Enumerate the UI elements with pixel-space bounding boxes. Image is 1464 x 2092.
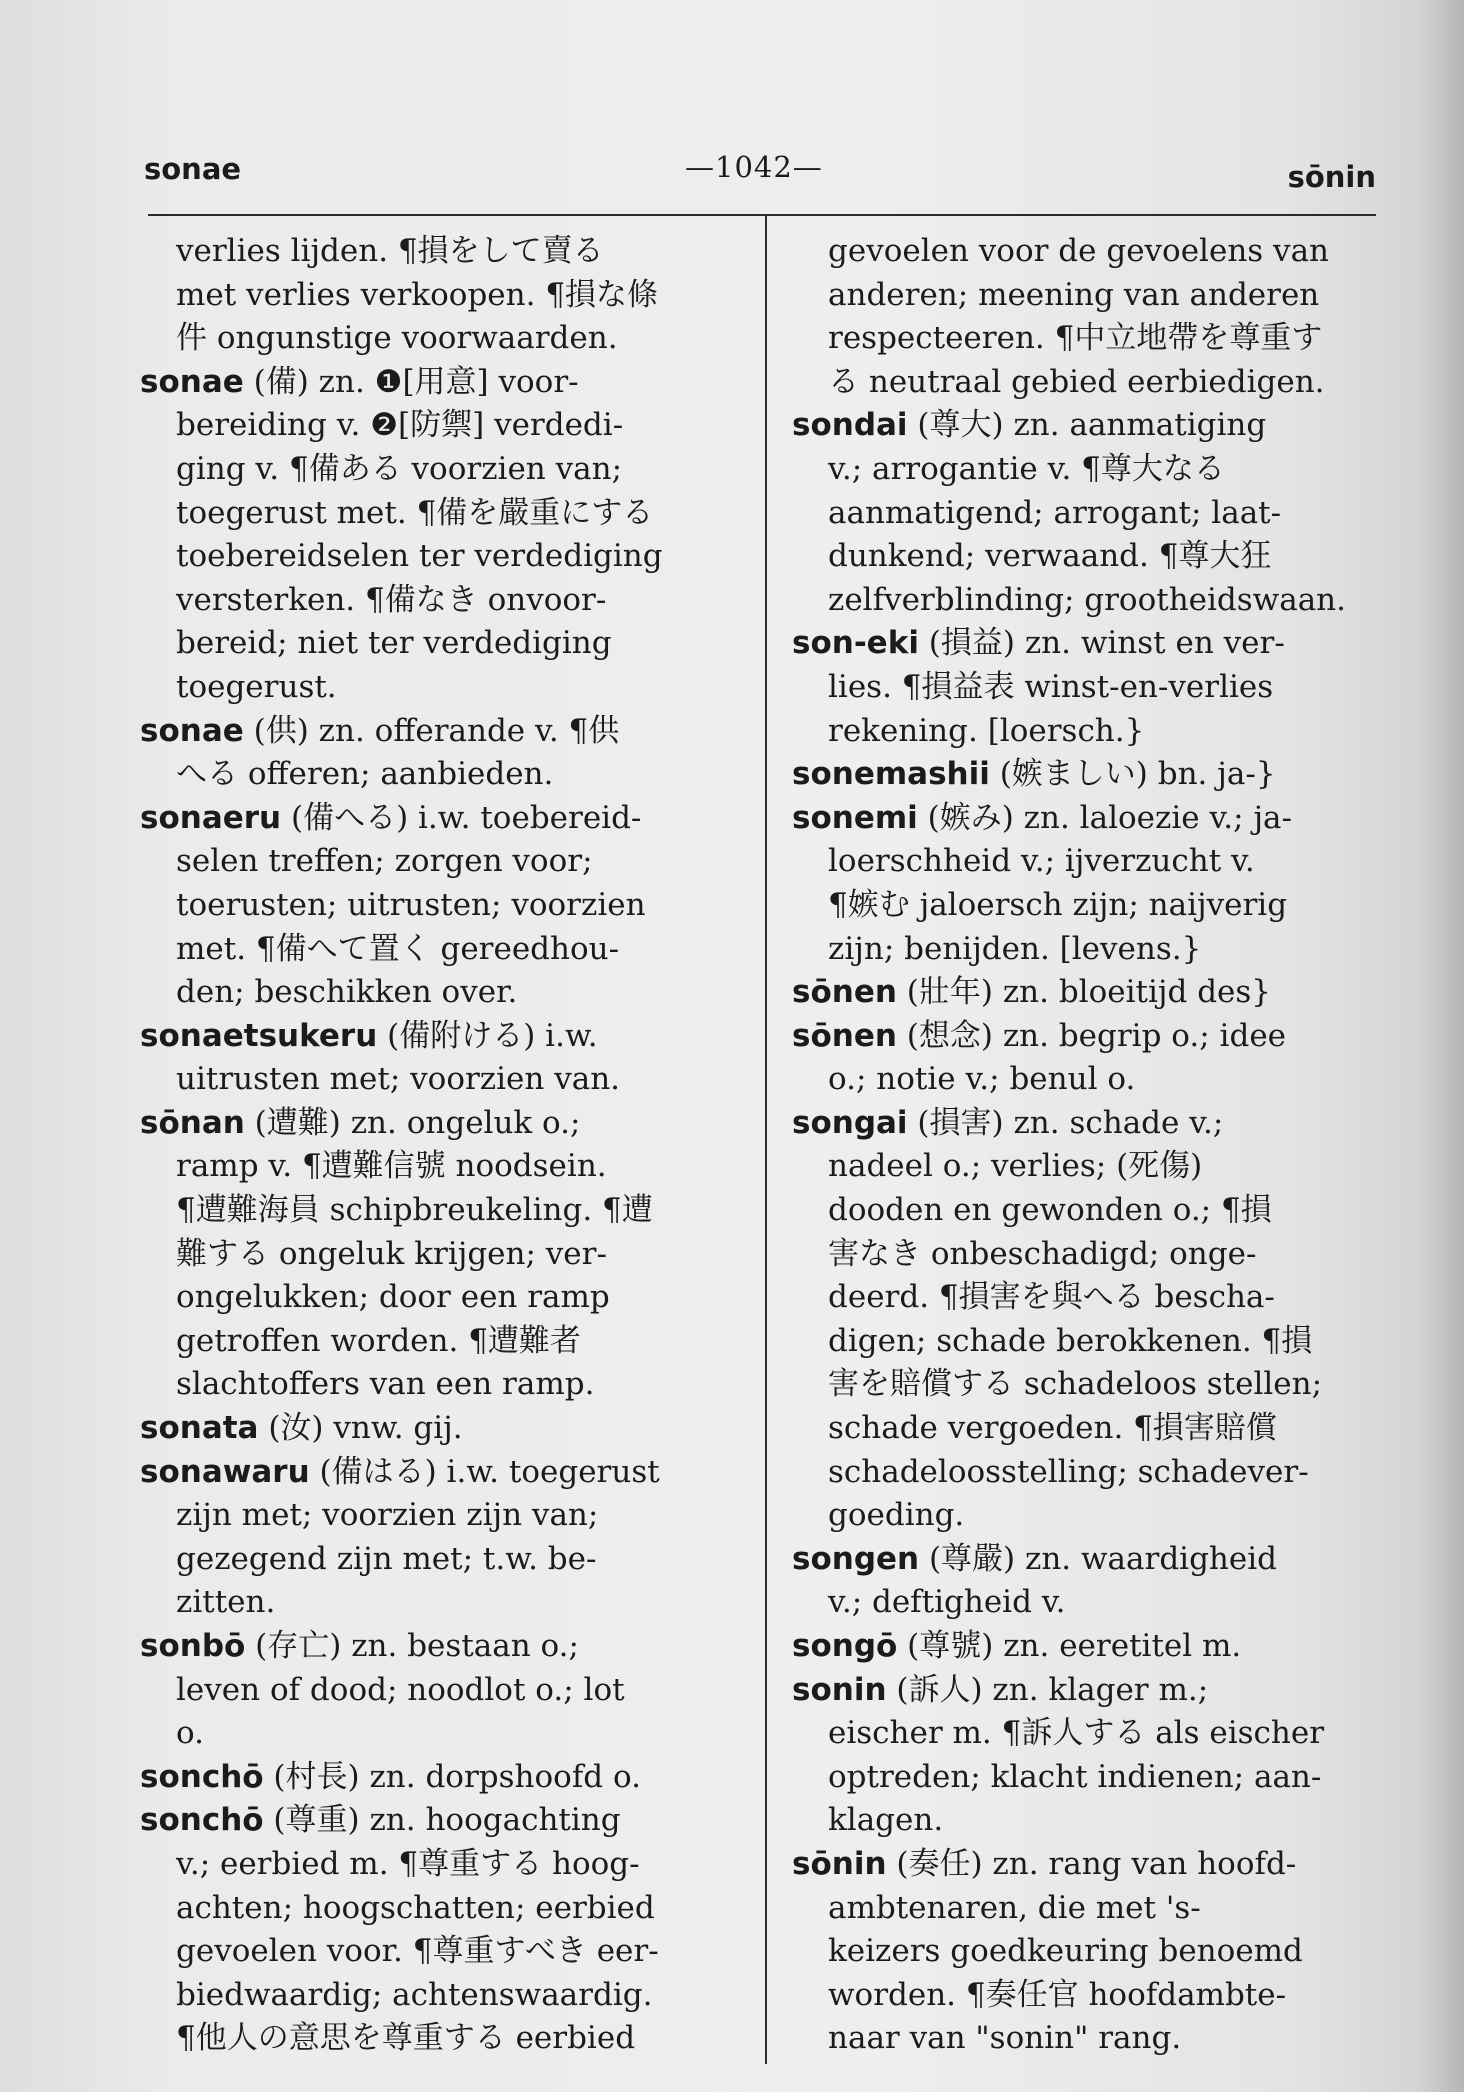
- entry-text: zijn met; voorzien zijn van;: [176, 1497, 599, 1534]
- right-column-line: [792, 361, 1396, 405]
- left-column-line: [140, 1233, 740, 1277]
- entry-text: keizers goedkeuring benoemd: [828, 1933, 1303, 1970]
- left-column-line: [140, 1494, 740, 1538]
- right-column-line: [792, 1930, 1396, 1974]
- entry-text: (嫉ましい) bn. ja-}: [989, 756, 1276, 793]
- right-column-line: [792, 448, 1396, 492]
- entry-text: (備はる) i.w. toegerust: [309, 1453, 660, 1490]
- entry-text: toebereidselen ter verdediging: [176, 538, 663, 575]
- headword: sonchō: [140, 1758, 264, 1795]
- entry-text: achten; hoogschatten; eerbied: [176, 1889, 655, 1926]
- headword: sonemi: [792, 799, 918, 836]
- right-column-line: [792, 1581, 1396, 1625]
- entry-text: den; beschikken over.: [176, 974, 518, 1011]
- left-column-line: [140, 448, 740, 492]
- left-column-line: [140, 579, 740, 623]
- left-column-line: [140, 274, 740, 318]
- entry-text: (汝) vnw. gij.: [258, 1410, 463, 1447]
- left-column-line: [140, 797, 740, 841]
- entry-text: ¶嫉む jaloersch zijn; naijverig: [828, 886, 1288, 923]
- right-column-line: [792, 753, 1396, 797]
- right-column-line: [792, 884, 1396, 928]
- right-column-line: [792, 622, 1396, 666]
- entry-text: leven of dood; noodlot o.; lot: [176, 1671, 625, 1708]
- right-column-line: [792, 492, 1396, 536]
- entry-text: 件 ongunstige voorwaarden.: [176, 320, 618, 357]
- left-column-line: [140, 666, 740, 710]
- left-column-line: [140, 1799, 740, 1843]
- entry-text: (想念) zn. begrip o.; idee: [896, 1017, 1287, 1054]
- entry-text: 害を賠償する schadeloos stellen;: [828, 1366, 1323, 1403]
- right-column-line: [792, 1843, 1396, 1887]
- right-column-line: [792, 1712, 1396, 1756]
- entry-text: uitrusten met; voorzien van.: [176, 1061, 621, 1098]
- right-column-line: [792, 797, 1396, 841]
- left-column-line: [140, 928, 740, 972]
- entry-text: verlies lijden. ¶損をして賣る: [176, 233, 604, 269]
- entry-text: dunkend; verwaand. ¶尊大狂: [828, 538, 1272, 575]
- left-column-line: [140, 2017, 740, 2061]
- right-column-line: [792, 971, 1396, 1015]
- entry-text: ging v. ¶備ある voorzien van;: [176, 450, 623, 487]
- entry-text: (備へる) i.w. toebereid-: [281, 799, 642, 836]
- left-column-line: [140, 1058, 740, 1102]
- page-edge-shadow: [1418, 0, 1464, 2092]
- entry-text: (損益) zn. winst en ver-: [918, 625, 1285, 662]
- entry-text: (訴人) zn. klager m.;: [886, 1671, 1209, 1708]
- right-column-line: [792, 1538, 1396, 1582]
- entry-text: (尊重) zn. hoogachting: [263, 1802, 621, 1839]
- header-left-guide-word: sonae: [144, 152, 242, 186]
- left-column-line: [140, 1102, 740, 1146]
- left-column-line: [140, 1538, 740, 1582]
- left-column-line: [140, 1145, 740, 1189]
- right-column-line: [792, 1407, 1396, 1451]
- entry-text: gevoelen voor. ¶尊重すべき eer-: [176, 1933, 659, 1970]
- column-divider: [765, 214, 767, 2064]
- entry-text: naar van "sonin" rang.: [828, 2020, 1182, 2057]
- entry-text: (嫉み) zn. laloezie v.; ja-: [917, 799, 1293, 836]
- right-column-line: [792, 1320, 1396, 1364]
- right-column-line: [792, 928, 1396, 972]
- right-column-line: [792, 230, 1396, 274]
- header-right-guide-word: sōnin: [1287, 160, 1376, 194]
- headword: sōnen: [792, 1017, 897, 1054]
- entry-text: v.; eerbied m. ¶尊重する hoog-: [176, 1845, 640, 1882]
- entry-text: loerschheid v.; ijverzucht v.: [828, 843, 1255, 880]
- entry-text: (損害) zn. schade v.;: [907, 1104, 1224, 1141]
- entry-text: (奏任) zn. rang van hoofd-: [886, 1845, 1297, 1882]
- entry-text: ramp v. ¶遭難信號 noodsein.: [176, 1148, 607, 1185]
- entry-text: ongelukken; door een ramp: [176, 1279, 610, 1316]
- right-column-line: [792, 1756, 1396, 1800]
- left-column-line: [140, 1887, 740, 1931]
- entry-text: eischer m. ¶訴人する als eischer: [828, 1715, 1325, 1752]
- headword: sonawaru: [140, 1453, 310, 1490]
- page-header: [140, 146, 1376, 196]
- right-column-line: [792, 1669, 1396, 1713]
- headword: son-eki: [792, 625, 919, 662]
- entry-text: met verlies verkoopen. ¶損な條: [176, 276, 659, 313]
- left-column-line: [140, 1407, 740, 1451]
- header-rule: [148, 214, 1376, 216]
- right-column: [792, 230, 1396, 2061]
- left-column-line: [140, 1276, 740, 1320]
- left-column-line: [140, 884, 740, 928]
- headword: sonaetsukeru: [140, 1017, 378, 1054]
- entry-text: 難する ongeluk krijgen; ver-: [176, 1235, 607, 1272]
- entry-text: klagen.: [828, 1802, 944, 1839]
- right-column-line: [792, 666, 1396, 710]
- left-column-line: [140, 1320, 740, 1364]
- entry-text: v.; arrogantie v. ¶尊大なる: [828, 450, 1225, 487]
- entry-text: ambtenaren, die met 's-: [828, 1889, 1201, 1926]
- entry-text: deerd. ¶損害を與へる bescha-: [828, 1279, 1275, 1316]
- left-column-line: [140, 230, 740, 274]
- right-column-line: [792, 1363, 1396, 1407]
- entry-text: toegerust met. ¶備を嚴重にする: [176, 494, 654, 531]
- left-column-line: [140, 1581, 740, 1625]
- right-column-line: [792, 317, 1396, 361]
- left-column-line: [140, 1930, 740, 1974]
- left-column-line: [140, 622, 740, 666]
- entry-text: bereiding v. ❷[防禦] verdedi-: [176, 407, 624, 444]
- left-column-line: [140, 1189, 740, 1233]
- headword: songen: [792, 1540, 920, 1577]
- headword: sondai: [792, 407, 908, 444]
- entry-text: worden. ¶奏任官 hoofdambte-: [828, 1976, 1287, 2013]
- entry-text: slachtoffers van een ramp.: [176, 1366, 595, 1403]
- left-column-line: [140, 1669, 740, 1713]
- left-column-line: [140, 404, 740, 448]
- entry-text: schade vergoeden. ¶損害賠償: [828, 1410, 1277, 1447]
- entry-text: optreden; klacht indienen; aan-: [828, 1758, 1322, 1795]
- entry-text: ¶遭難海員 schipbreukeling. ¶遭: [176, 1192, 653, 1229]
- left-column-line: [140, 1712, 740, 1756]
- headword: sōnen: [792, 974, 897, 1011]
- entry-text: o.: [176, 1715, 204, 1752]
- entry-text: (存亡) zn. bestaan o.;: [245, 1628, 579, 1664]
- entry-text: る neutraal gebied eerbiedigen.: [828, 363, 1325, 400]
- right-column-line: [792, 1145, 1396, 1189]
- headword: sōnan: [140, 1104, 245, 1141]
- entry-text: (村長) zn. dorpshoofd o.: [263, 1758, 641, 1795]
- entry-text: ¶他人の意思を尊重する eerbied: [176, 2020, 636, 2057]
- entry-text: gezegend zijn met; t.w. be-: [176, 1540, 597, 1577]
- entry-text: zijn; benijden. [levens.}: [828, 930, 1202, 967]
- left-column: [140, 230, 740, 2061]
- left-column-line: [140, 1974, 740, 2018]
- entry-text: bereid; niet ter verdediging: [176, 625, 612, 662]
- right-column-line: [792, 710, 1396, 754]
- entry-text: dooden en gewonden o.; ¶損: [828, 1192, 1272, 1229]
- right-column-line: [792, 1974, 1396, 2018]
- left-column-line: [140, 1843, 740, 1887]
- entry-text: selen treffen; zorgen voor;: [176, 843, 593, 880]
- headword: songō: [792, 1628, 898, 1664]
- right-column-line: [792, 1189, 1396, 1233]
- entry-text: (備附ける) i.w.: [377, 1017, 598, 1054]
- entry-text: aanmatigend; arrogant; laat-: [828, 494, 1282, 531]
- headword: sonbō: [140, 1628, 246, 1664]
- entry-text: (尊號) zn. eeretitel m.: [897, 1628, 1242, 1664]
- left-column-line: [140, 492, 740, 536]
- entry-text: (尊大) zn. aanmatiging: [907, 407, 1267, 444]
- entry-text: (壯年) zn. bloeitijd des}: [896, 974, 1272, 1011]
- right-column-line: [792, 274, 1396, 318]
- headword: songai: [792, 1104, 908, 1141]
- left-column-line: [140, 710, 740, 754]
- left-column-line: [140, 971, 740, 1015]
- right-column-line: [792, 1625, 1396, 1669]
- right-column-line: [792, 1233, 1396, 1277]
- right-column-line: [792, 1887, 1396, 1931]
- right-column-line: [792, 1276, 1396, 1320]
- entry-text: versterken. ¶備なき onvoor-: [176, 581, 607, 618]
- entry-text: rekening. [loersch.}: [828, 712, 1145, 749]
- right-column-line: [792, 1451, 1396, 1495]
- entry-text: biedwaardig; achtenswaardig.: [176, 1976, 653, 2013]
- left-column-line: [140, 1015, 740, 1059]
- left-column-line: [140, 1625, 740, 1669]
- left-column-line: [140, 535, 740, 579]
- entry-text: toerusten; uitrusten; voorzien: [176, 886, 646, 923]
- entry-text: goeding.: [828, 1497, 965, 1534]
- entry-text: respecteeren. ¶中立地帶を尊重す: [828, 320, 1323, 357]
- right-column-line: [792, 1494, 1396, 1538]
- left-column-line: [140, 361, 740, 405]
- entry-text: zitten.: [176, 1584, 276, 1621]
- entry-text: met. ¶備へて置く gereedhou-: [176, 930, 620, 967]
- entry-text: o.; notie v.; benul o.: [828, 1061, 1136, 1098]
- entry-text: v.; deftigheid v.: [828, 1584, 1066, 1621]
- right-column-line: [792, 1799, 1396, 1843]
- headword: sonae: [140, 363, 244, 400]
- entry-text: zelfverblinding; grootheidswaan.: [828, 581, 1346, 618]
- right-column-line: [792, 1102, 1396, 1146]
- right-column-line: [792, 579, 1396, 623]
- left-column-line: [140, 1756, 740, 1800]
- right-column-line: [792, 1058, 1396, 1102]
- entry-text: (遭難) zn. ongeluk o.;: [244, 1104, 581, 1141]
- entry-text: schadeloosstelling; schadever-: [828, 1453, 1309, 1490]
- right-column-line: [792, 535, 1396, 579]
- headword: sonchō: [140, 1802, 264, 1839]
- entry-text: (供) zn. offerande v. ¶供: [243, 712, 620, 749]
- entry-text: anderen; meening van anderen: [828, 276, 1320, 313]
- entry-text: toegerust.: [176, 668, 337, 705]
- left-column-line: [140, 1451, 740, 1495]
- headword: sōnin: [792, 1845, 887, 1882]
- entry-text: 害なき onbeschadigd; onge-: [828, 1235, 1257, 1272]
- right-column-line: [792, 840, 1396, 884]
- entry-text: (備) zn. ❶[用意] voor-: [243, 363, 579, 400]
- left-column-line: [140, 840, 740, 884]
- headword: sonaeru: [140, 799, 282, 836]
- entry-text: lies. ¶損益表 winst-en-verlies: [828, 668, 1274, 705]
- headword: sonemashii: [792, 756, 990, 793]
- entry-text: digen; schade berokkenen. ¶損: [828, 1322, 1313, 1359]
- page-number: —1042—: [685, 150, 823, 184]
- left-column-line: [140, 1363, 740, 1407]
- entry-text: getroffen worden. ¶遭難者: [176, 1322, 581, 1359]
- left-column-line: [140, 317, 740, 361]
- left-column-line: [140, 753, 740, 797]
- headword: sonae: [140, 712, 244, 749]
- right-column-line: [792, 404, 1396, 448]
- right-column-line: [792, 1015, 1396, 1059]
- headword: sonata: [140, 1410, 259, 1447]
- entry-text: nadeel o.; verlies; (死傷): [828, 1148, 1203, 1185]
- right-column-line: [792, 2017, 1396, 2061]
- entry-text: (尊嚴) zn. waardigheid: [919, 1540, 1278, 1577]
- headword: sonin: [792, 1671, 887, 1708]
- entry-text: へる offeren; aanbieden.: [176, 756, 554, 793]
- entry-text: gevoelen voor de gevoelens van: [828, 233, 1330, 269]
